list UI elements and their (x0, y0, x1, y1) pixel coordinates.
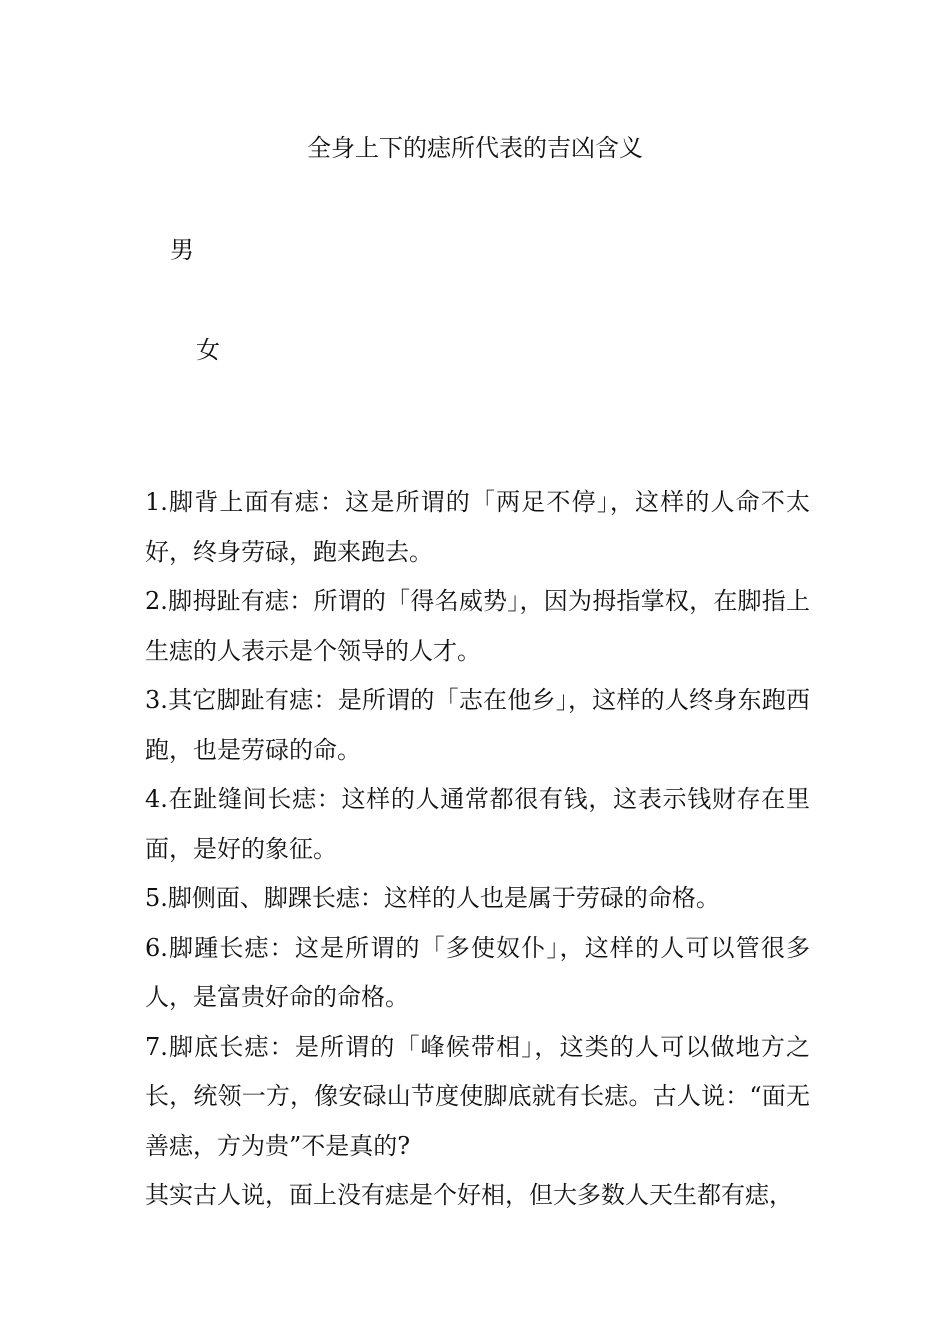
paragraph-8: 其实古人说，面上没有痣是个好相，但大多数人天生都有痣， (145, 1181, 793, 1209)
paragraph-7: 7.脚底长痣：是所谓的「峰候带相」，这类的人可以做地方之长，统领一方，像安碌山节度使脚底就有长痣。古人说：“面无善痣，方为贵”不是真的? (145, 1032, 810, 1160)
label-male: 男 (170, 236, 194, 264)
paragraph-2: 2.脚拇趾有痣：所谓的「得名威势」，因为拇指掌权，在脚指上生痣的人表示是个领导的人才。 (145, 587, 810, 665)
paragraph-1: 1.脚背上面有痣：这是所谓的「两足不停」，这样的人命不太好，终身劳碌，跑来跑去。 (145, 488, 810, 566)
page-title: 全身上下的痣所代表的吉凶含义 (307, 134, 643, 162)
paragraph-4: 4.在趾缝间长痣：这样的人通常都很有钱，这表示钱财存在里面，是好的象征。 (145, 785, 810, 863)
paragraph-3: 3.其它脚趾有痣：是所谓的「志在他乡」，这样的人终身东跑西跑，也是劳碌的命。 (145, 686, 810, 764)
paragraph-6: 6.脚踵长痣：这是所谓的「多使奴仆」，这样的人可以管很多人，是富贵好命的命格。 (145, 933, 810, 1011)
body-text (145, 478, 810, 1221)
paragraph-5: 5.脚侧面、脚踝长痣：这样的人也是属于劳碌的命格。 (145, 884, 720, 912)
label-female: 女 (196, 336, 220, 364)
